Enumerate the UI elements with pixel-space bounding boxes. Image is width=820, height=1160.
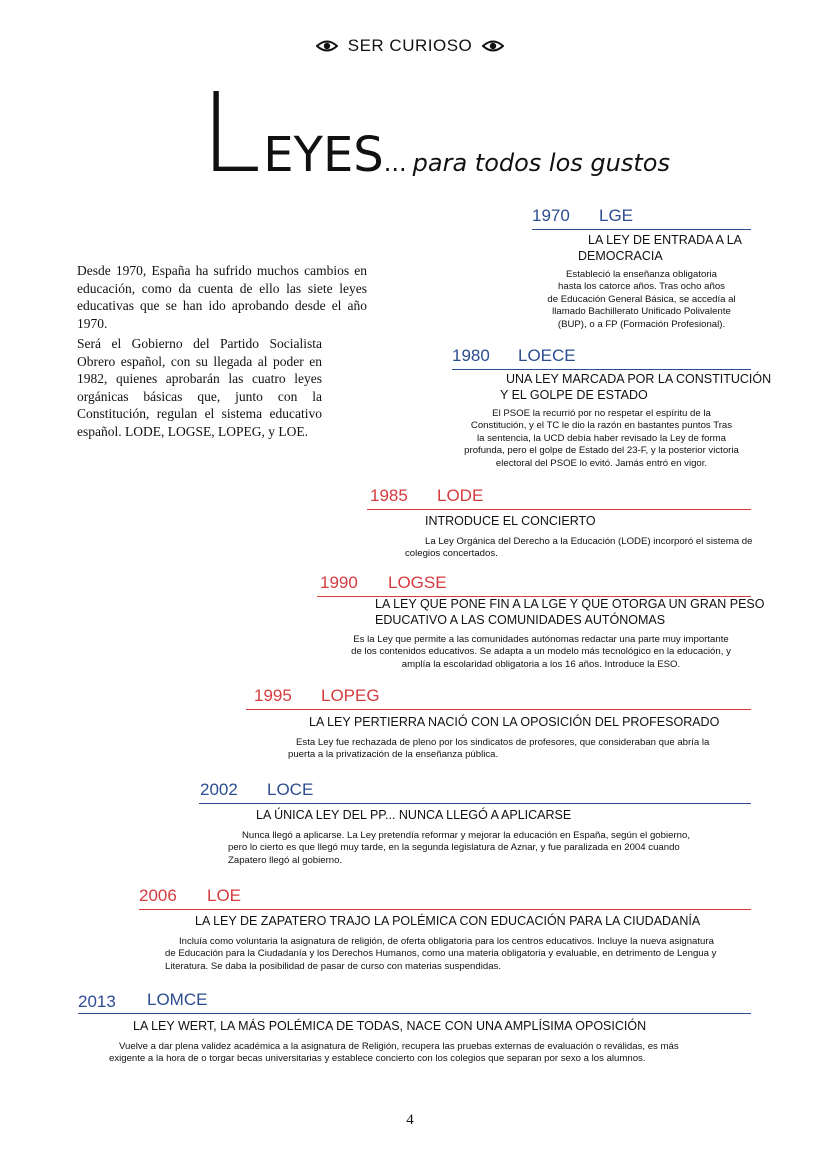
- title-dots: ...: [383, 149, 407, 177]
- law-subtitle: LA LEY WERT, LA MÁS POLÉMICA DE TODAS, NACE CON UNA AMPLÍSIMA OPOSICIÓN: [133, 1019, 647, 1033]
- law-divider: [367, 509, 751, 510]
- law-year: 1995: [254, 686, 292, 705]
- law-subtitle: UNA LEY MARCADA POR LA CONSTITUCIÓN Y EL GOLPE DE ESTADO: [500, 372, 772, 402]
- law-subtitle: LA LEY DE ZAPATERO TRAJO LA POLÉMICA CON EDUCACIÓN PARA LA CIUDADANÍA: [195, 914, 701, 928]
- law-description: Nunca llegó a aplicarse. La Ley pretendía reformar y mejorar la educación en España, según el gobierno, pero lo cierto es que llegó muy tarde, en la segunda legislatura de Aznar, y fue paralizada en 2004 cuando Zapatero llegó al gobierno.: [228, 830, 690, 866]
- law-divider: [199, 803, 751, 804]
- law-code: LOE: [207, 886, 242, 905]
- law-code: LODE: [437, 486, 484, 505]
- law-divider: [452, 369, 751, 370]
- law-subtitle: LA LEY QUE PONE FIN A LA LGE Y QUE OTORGA UN GRAN PESO EDUCATIVO A LAS COMUNIDADES AUTÓNOMAS: [375, 597, 765, 627]
- intro-paragraph-2: Será el Gobierno del Partido Socialista Obrero español, con su llegada al poder en 1982, quienes aprobarán las cuatro leyes orgánicas básicas que, junto con la Constitución, regulan el sistema educativo español. LODE, LOGSE, LOPEG, y LOE.: [77, 336, 322, 439]
- law-loce: [199, 780, 751, 880]
- law-description: Vuelve a dar plena validez académica a la asignatura de Religión, recupera las pruebas externas de evaluación o reválidas, es más exigente a la hora de o torgar becas universitarias y establece concierto con los colegios que separan por sexo a los alumnos.: [109, 1041, 679, 1065]
- law-year: 2013: [78, 992, 116, 1011]
- law-description: Esta Ley fue rechazada de pleno por los sindicatos de profesores, que consideraban que abría la puerta a la privatización de la enseñanza pública.: [288, 737, 710, 761]
- law-loece: [452, 346, 772, 476]
- title-subtitle: para todos los gustos: [412, 149, 670, 177]
- law-subtitle: LA ÚNICA LEY DEL PP... NUNCA LLEGÓ A APLICARSE: [256, 808, 572, 822]
- law-lode: [367, 486, 751, 566]
- law-year: 1970: [532, 206, 570, 225]
- law-header: [317, 573, 751, 597]
- law-year: 2006: [139, 886, 177, 905]
- law-code: LOGSE: [388, 573, 447, 592]
- law-subtitle: INTRODUCE EL CONCIERTO: [425, 514, 596, 528]
- page-number: 4: [406, 1112, 414, 1128]
- law-year: 1990: [320, 573, 358, 592]
- law-divider: [78, 1013, 751, 1014]
- section-label: SER CURIOSO: [347, 36, 473, 55]
- eye-icon: [316, 39, 338, 53]
- law-code: LOPEG: [321, 686, 380, 705]
- law-divider: [532, 229, 751, 230]
- law-divider: [139, 909, 751, 910]
- law-code: LOCE: [267, 780, 314, 799]
- law-lomce: [78, 990, 751, 1080]
- law-header: [367, 486, 751, 510]
- page-title: [200, 69, 670, 197]
- law-subtitle: LA LEY PERTIERRA NACIÓ CON LA OPOSICIÓN DEL PROFESORADO: [309, 715, 720, 729]
- law-code: LGE: [599, 206, 634, 225]
- law-description: Estableció la enseñanza obligatoria hasta los catorce años. Tras ocho años de Educación General Básica, se accedía al llamado Bachillerato Unificado Polivalente (BUP), o a FP (Formación Profesional).: [547, 269, 736, 330]
- law-description: Es la Ley que permite a las comunidades autónomas redactar una parte muy importante de los contenidos educativos. Se adapta a un modelo más tecnológico en la educación, y amplía la escolaridad obligatoria a los 16 años. Introduce la ESO.: [351, 634, 731, 670]
- law-year: 1980: [452, 346, 490, 365]
- law-loe: [139, 886, 751, 986]
- title-rest: EYES: [263, 127, 384, 183]
- law-header: [532, 206, 751, 230]
- law-year: 1985: [370, 486, 408, 505]
- section-header: [0, 36, 820, 56]
- law-lopeg: [246, 686, 751, 776]
- law-description: La Ley Orgánica del Derecho a la Educación (LODE) incorporó el sistema de colegios concertados.: [405, 536, 753, 560]
- law-header: [78, 990, 751, 1014]
- title-initial: L: [200, 69, 262, 197]
- law-subtitle: LA LEY DE ENTRADA A LA DEMOCRACIA: [578, 233, 743, 263]
- intro-paragraph-1: Desde 1970, España ha sufrido muchos cambios en educación, como da cuenta de ello las siete leyes educativas que se han ido aprobando desde el año 1970.: [77, 263, 367, 331]
- law-lge: [532, 206, 751, 336]
- law-divider: [246, 709, 751, 710]
- law-year: 2002: [200, 780, 238, 799]
- law-description: El PSOE la recurrió por no respetar el espíritu de la Constitución, y el TC le dio la razón en bastantes puntos Tras la sentencia, la UCD debía haber revisado la Ley de forma profunda, pero el golpe de Estado del 23-F, y la posterior victoria electoral del PSOE lo evitó. Jamás entró en vigor.: [464, 408, 739, 469]
- law-code: LOMCE: [147, 990, 208, 1009]
- law-header: [199, 780, 751, 804]
- law-logse: [317, 573, 765, 683]
- law-code: LOECE: [518, 346, 576, 365]
- law-description: Incluía como voluntaria la asignatura de religión, de oferta obligatoria para los centros educativos. Incluye la nueva asignatura de Educación para la Ciudadanía y los Derechos Humanos, como una materia obligatoria y evaluable, en detrimento de Lengua y Literatura. Se daba la posibilidad de pasar de curso con materias suspendidas.: [165, 936, 717, 972]
- eye-icon: [482, 39, 504, 53]
- law-header: [452, 346, 751, 370]
- law-header: [139, 886, 751, 910]
- law-header: [246, 686, 751, 710]
